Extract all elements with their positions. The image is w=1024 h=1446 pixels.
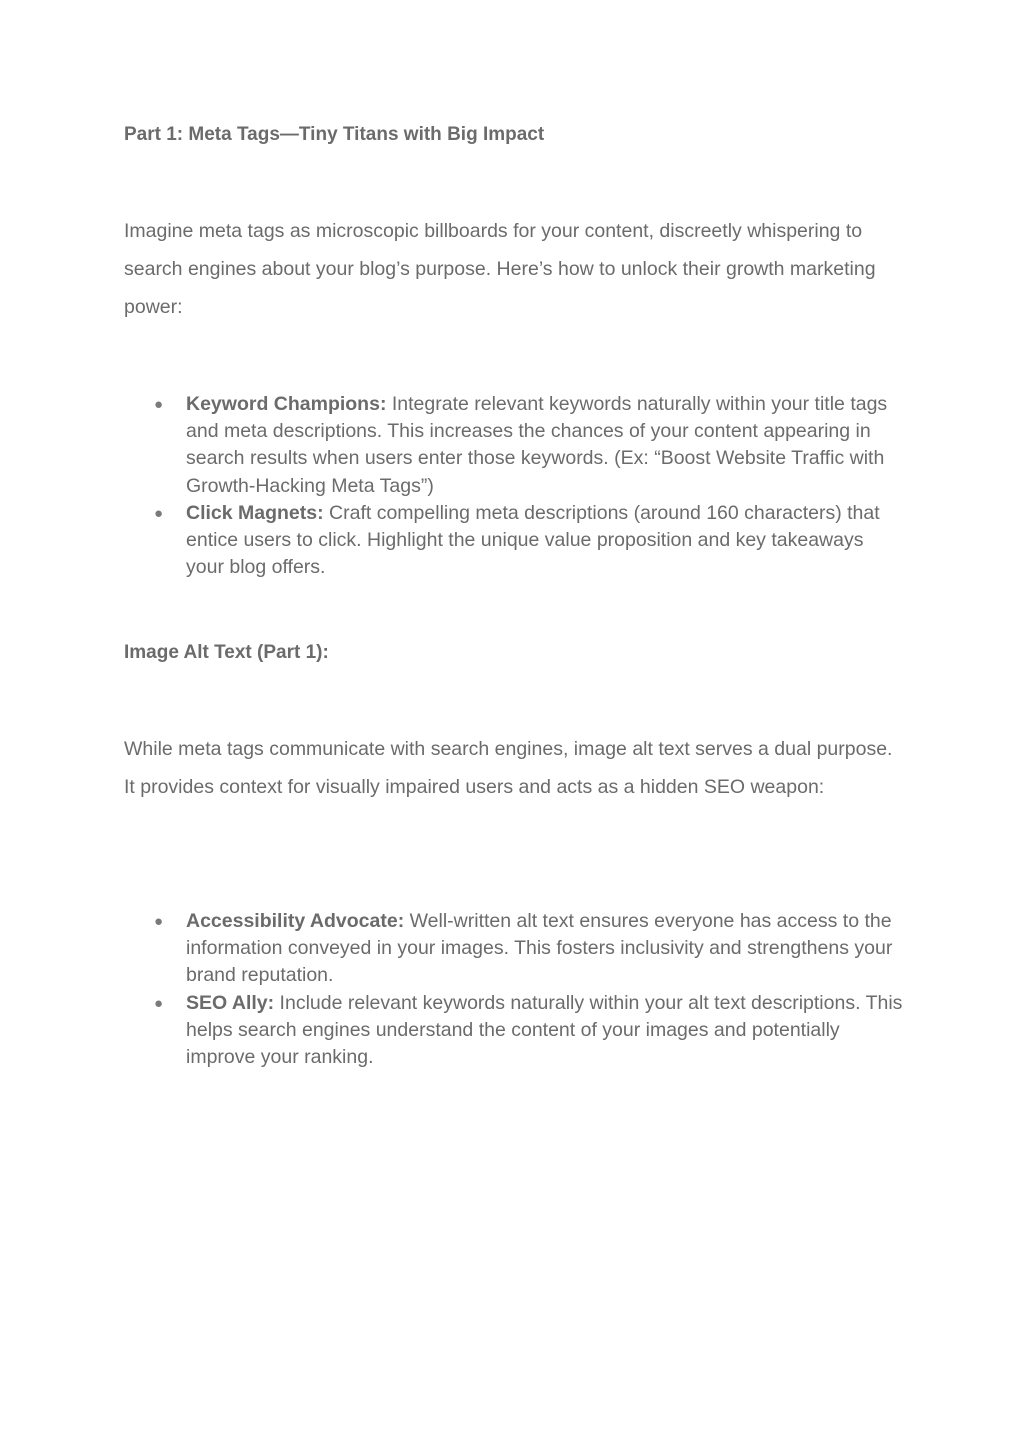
list-item bbox=[124, 391, 904, 500]
list-item bbox=[124, 990, 904, 1072]
bullet-term: Keyword Champions: bbox=[186, 393, 387, 415]
section-heading: Part 1: Meta Tags—Tiny Titans with Big Impact bbox=[124, 124, 545, 145]
list-item bbox=[124, 908, 904, 990]
bullet-term: Accessibility Advocate: bbox=[186, 910, 405, 932]
bullet-icon: ● bbox=[154, 396, 164, 413]
list-item bbox=[124, 500, 904, 582]
bullet-icon: ● bbox=[154, 504, 164, 522]
bullet-text: Include relevant keywords naturally within your alt text descriptions. This helps search engines understand the content of your images and potentially improve your ranking. bbox=[186, 991, 903, 1069]
bullet-term: SEO Ally: bbox=[186, 991, 275, 1014]
bullet-text: Well-written alt text ensures everyone has access to the information conveyed in your images. This fosters inclusivity and strengthens your brand reputation. bbox=[186, 910, 893, 987]
bullet-text: Craft compelling meta descriptions (around 160 characters) that entice users to click. Highlight the unique value proposition and key takeaways your blog offers. bbox=[186, 501, 880, 579]
bullet-term: Click Magnets: bbox=[186, 501, 324, 524]
bullet-icon: ● bbox=[154, 994, 164, 1012]
section-heading: Image Alt Text (Part 1): bbox=[124, 642, 329, 663]
bullet-icon: ● bbox=[154, 913, 164, 930]
section-intro: Imagine meta tags as microscopic billboards for your content, discreetly whispering to search engines about your blog’s purpose. Here’s how to unlock their growth marketing power: bbox=[124, 220, 876, 318]
bullet-text: Integrate relevant keywords naturally within your title tags and meta descriptions. This increases the chances of your content appearing in search results when users enter those keywords. (Ex: “Boost Website Traffic with Growth-Hacking Meta Tags”) bbox=[186, 393, 888, 497]
section-intro: While meta tags communicate with search engines, image alt text serves a dual purpose. It provides context for visually impaired users and acts as a hidden SEO weapon: bbox=[124, 738, 893, 798]
bullet-list bbox=[124, 908, 904, 1071]
bullet-list bbox=[124, 391, 904, 581]
